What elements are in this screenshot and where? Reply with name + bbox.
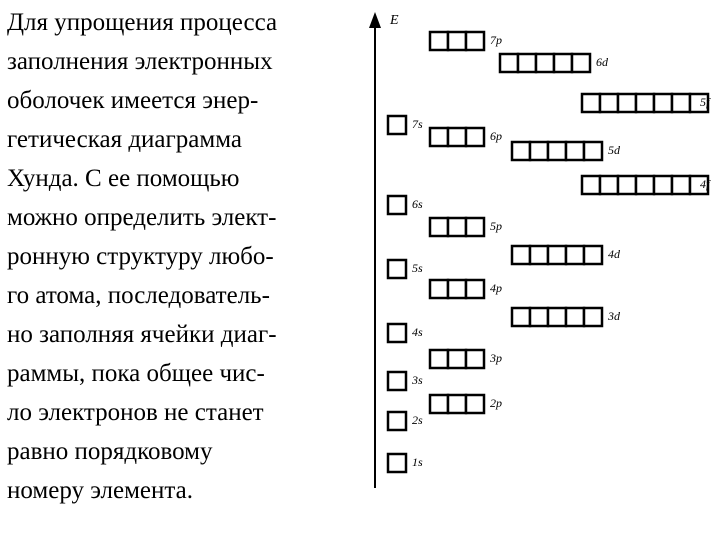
- sublevel-4f: [582, 176, 711, 194]
- orbital-cell: [618, 94, 636, 112]
- sublevel-4p: [430, 280, 502, 298]
- orbital-cell: [430, 280, 448, 298]
- text-line: оболочек имеется энер-: [7, 87, 259, 114]
- sublevel-3p: [430, 350, 502, 368]
- sublevel-3d: [512, 308, 621, 326]
- sublevel-5p: [430, 218, 502, 236]
- sublevel-1s: [388, 454, 423, 472]
- sublevel-7p: [430, 32, 502, 50]
- sublevel-4d: [512, 246, 621, 264]
- orbital-cell: [554, 54, 572, 72]
- text-line: гетическая диаграмма: [7, 126, 242, 153]
- sublevel-6p: [430, 128, 502, 146]
- sublevel-label: 5p: [490, 219, 502, 233]
- orbital-cell: [536, 54, 554, 72]
- orbital-cell: [582, 176, 600, 194]
- orbital-cell: [388, 372, 406, 390]
- orbital-cell: [448, 218, 466, 236]
- sublevel-3s: [388, 372, 423, 390]
- sublevel-2p: [430, 395, 502, 413]
- orbital-cell: [566, 308, 584, 326]
- orbital-cell: [388, 454, 406, 472]
- orbital-cell: [584, 246, 602, 264]
- sublevel-label: 3d: [608, 309, 620, 323]
- orbital-cell: [448, 280, 466, 298]
- sublevel-label: 5d: [608, 143, 620, 157]
- sublevel-5s: [388, 260, 423, 278]
- orbital-cell: [518, 54, 536, 72]
- orbital-cell: [530, 308, 548, 326]
- orbital-cell: [430, 128, 448, 146]
- orbital-cell: [672, 94, 690, 112]
- orbital-cell: [600, 176, 618, 194]
- sublevel-label: 2p: [490, 396, 502, 410]
- orbital-cell: [466, 128, 484, 146]
- orbital-cell: [448, 350, 466, 368]
- sublevel-5f: [582, 94, 711, 112]
- orbital-cell: [584, 308, 602, 326]
- orbital-cell: [430, 395, 448, 413]
- sublevel-2s: [388, 412, 423, 430]
- sublevel-label: 5f: [700, 95, 710, 109]
- orbital-cell: [466, 32, 484, 50]
- sublevel-label: 4p: [490, 281, 502, 295]
- sublevel-label: 7s: [412, 117, 423, 131]
- axis-label-e: E: [390, 13, 399, 28]
- text-line: равно порядковому: [7, 438, 213, 465]
- orbital-cell: [448, 32, 466, 50]
- sublevel-label: 7p: [490, 33, 502, 47]
- orbital-cell: [512, 308, 530, 326]
- orbital-cell: [636, 176, 654, 194]
- sublevel-6s: [388, 196, 423, 214]
- orbital-cell: [618, 176, 636, 194]
- sublevel-label: 4d: [608, 247, 620, 261]
- orbital-cell: [430, 32, 448, 50]
- orbital-cell: [572, 54, 590, 72]
- sublevel-label: 3p: [490, 351, 502, 365]
- orbital-cell: [466, 280, 484, 298]
- sublevel-label: 1s: [412, 455, 423, 469]
- orbital-cell: [448, 395, 466, 413]
- orbital-cell: [566, 246, 584, 264]
- sublevel-label: 6d: [596, 55, 608, 69]
- orbital-cell: [548, 246, 566, 264]
- sublevel-label: 6p: [490, 129, 502, 143]
- sublevel-label: 2s: [412, 413, 423, 427]
- orbital-cell: [466, 350, 484, 368]
- sublevel-label: 4f: [700, 177, 710, 191]
- orbital-cell: [530, 246, 548, 264]
- orbital-cell: [512, 246, 530, 264]
- text-line: но заполняя ячейки диаг-: [7, 321, 277, 348]
- orbital-cell: [500, 54, 518, 72]
- orbital-cell: [654, 94, 672, 112]
- orbital-cell: [654, 176, 672, 194]
- sublevel-label: 5s: [412, 261, 423, 275]
- orbital-cell: [672, 176, 690, 194]
- sublevel-6d: [500, 54, 609, 72]
- orbital-cell: [466, 395, 484, 413]
- orbital-cell: [388, 412, 406, 430]
- orbital-cell: [548, 142, 566, 160]
- orbital-cell: [548, 308, 566, 326]
- orbital-cell: [530, 142, 548, 160]
- orbital-cell: [430, 218, 448, 236]
- orbital-cell: [584, 142, 602, 160]
- text-line: го атома, последователь-: [7, 282, 270, 309]
- orbital-cell: [430, 350, 448, 368]
- orbital-cell: [466, 218, 484, 236]
- orbital-cell: [512, 142, 530, 160]
- orbital-cell: [448, 128, 466, 146]
- sublevel-4s: [388, 324, 423, 342]
- text-line: Хунда. С ее помощью: [7, 165, 240, 192]
- text-line: ронную структуру любо-: [7, 243, 274, 270]
- orbital-cell: [636, 94, 654, 112]
- orbital-cell: [388, 324, 406, 342]
- text-line: ло электронов не станет: [7, 399, 264, 426]
- sublevel-label: 6s: [412, 197, 423, 211]
- text-line: номеру элемента.: [7, 477, 193, 504]
- orbital-cell: [388, 260, 406, 278]
- sublevel-label: 3s: [412, 373, 423, 387]
- sublevel-label: 4s: [412, 325, 423, 339]
- text-line: раммы, пока общее чис-: [7, 360, 265, 387]
- sublevel-7s: [388, 116, 423, 134]
- text-line: можно определить элект-: [7, 204, 277, 231]
- orbital-cell: [600, 94, 618, 112]
- orbital-cell: [582, 94, 600, 112]
- sublevel-5d: [512, 142, 621, 160]
- orbital-cell: [388, 116, 406, 134]
- text-line: Для упрощения процесса: [7, 9, 278, 36]
- orbital-cell: [566, 142, 584, 160]
- text-line: заполнения электронных: [7, 48, 273, 75]
- orbital-cell: [388, 196, 406, 214]
